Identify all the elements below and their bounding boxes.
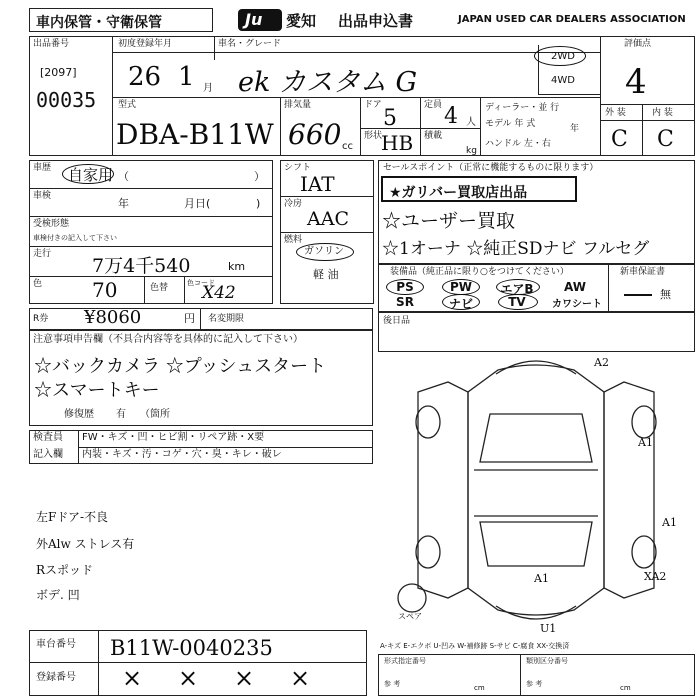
recycle-unit: 円	[184, 312, 195, 325]
shift-value: IAT	[300, 172, 335, 196]
mileage-value: 7万4千540	[92, 255, 191, 277]
inspection-label: 車検	[33, 191, 52, 201]
gulliver-banner: ★ガリバー買取店出品	[381, 176, 577, 202]
ju-logo: Ju	[238, 9, 282, 31]
damage-mark-2: A1	[638, 436, 653, 449]
sales-point-line1: ☆ユーザー買取	[382, 210, 516, 232]
transfer-label: 受検形態	[33, 219, 70, 229]
sales-points-label: セールスポイント（正常に機能するものに限ります）	[383, 163, 599, 173]
model-value: ek カスタム G	[238, 67, 418, 98]
footer-classification: 類別区分番号	[526, 657, 568, 665]
shape-label: 形状	[364, 131, 383, 141]
history-paren-open: （	[118, 170, 129, 183]
association-name: JAPAN USED CAR DEALERS ASSOCIATION	[458, 14, 686, 25]
door-value: 5	[383, 106, 397, 131]
lot-number: 00035	[36, 88, 97, 112]
inspection-close: )	[256, 197, 261, 210]
plate-mark-3: ×	[234, 664, 255, 692]
cc-label: 排気量	[284, 100, 312, 110]
ac-value: AAC	[307, 208, 349, 230]
registration-label: 初度登録年月	[118, 39, 173, 49]
equip-pw-circle	[442, 279, 480, 295]
equipment-label: 装備品（純正品に限り○をつけてください）	[390, 267, 569, 277]
inspection-year: 年	[118, 197, 129, 210]
damage-mark-1: A2	[594, 356, 609, 369]
recycle-label: R券	[33, 314, 49, 324]
note-outer-alw: 外Alw ストレス有	[36, 537, 135, 551]
lot-bracket-code: [2097]	[40, 66, 77, 79]
warranty-label: 新車保証書	[620, 267, 666, 277]
damage-mark-6: U1	[540, 622, 557, 635]
plate-label: 登録番号	[36, 672, 76, 683]
footer-type-designation: 形式指定番号	[384, 657, 426, 665]
score-int-value: C	[657, 127, 674, 152]
equip-ps: PS	[396, 280, 414, 294]
notes-line1: ☆バックカメラ ☆プッシュスタート	[34, 356, 327, 377]
drive-2wd: 2WD	[551, 51, 575, 62]
mileage-label: 走行	[33, 249, 52, 259]
registration-year: 26	[128, 62, 162, 92]
left-tag-text: 車内保管・守衛保管	[36, 15, 162, 31]
color-no-label: 色替	[150, 283, 169, 293]
damage-legend: A-キズ E-エクボ U-凹み W-補修跡 S-サビ C-腐食 XX-交換済	[380, 642, 570, 650]
history-circle	[62, 164, 114, 184]
score-label: 評価点	[624, 39, 652, 49]
ac-label: 冷房	[284, 199, 303, 209]
history-label: 車歴	[33, 163, 52, 173]
note-body-dent: ボデ. 凹	[36, 588, 80, 602]
capacity-unit: 人	[466, 117, 476, 128]
chassis-label: 車台番号	[36, 639, 76, 650]
damage-mark-3: XA2	[644, 570, 667, 583]
recycle-value: ¥8060	[84, 307, 142, 328]
cc-value: 660	[288, 118, 342, 151]
equip-tv-circle	[498, 294, 538, 310]
repair-value: 有	[116, 409, 126, 420]
repair-place: （箇所	[140, 409, 170, 420]
equip-airbag: エアB	[500, 282, 534, 296]
repair-label: 修復歴	[64, 409, 94, 420]
equip-navi-circle	[442, 294, 480, 310]
load-unit: kg	[466, 146, 477, 156]
notes-label: 注意事項申告欄（不具合内容等を具体的に記入して下さい）	[33, 334, 303, 345]
equip-leather: カワシート	[552, 299, 602, 310]
note-r-spoiler: Rスポッド	[36, 563, 94, 577]
color-value: 70	[92, 278, 118, 302]
color-label: 色	[33, 279, 43, 289]
sales-point-line2: ☆1オーナ ☆純正SDナビ フルセグ	[382, 239, 650, 259]
footer-ref-1: 参 考	[384, 680, 401, 688]
footer-ref-2: 参 考	[526, 680, 543, 688]
transfer-note: 車検付きの記入して下さい	[33, 234, 117, 242]
score-ext-label: 外 装	[605, 108, 626, 118]
mileage-unit: km	[228, 260, 246, 273]
shape-value: HB	[381, 131, 414, 155]
note-left-front-door: 左Fドア-不良	[36, 510, 109, 524]
equip-pw: PW	[449, 280, 473, 294]
warranty-none: 無	[660, 288, 671, 301]
brand-name: 愛知	[286, 12, 317, 30]
history-value: 自家用	[68, 166, 114, 184]
history-paren-close: ）	[254, 170, 265, 183]
equip-tv: TV	[508, 295, 526, 309]
handle-label: ハンドル 左・右	[485, 139, 551, 149]
fuel-gas: ガソリン	[304, 246, 344, 257]
drive-2wd-circle	[534, 46, 586, 66]
plate-mark-1: ×	[122, 664, 143, 692]
rear-box	[378, 312, 695, 352]
drive-4wd: 4WD	[551, 75, 575, 86]
fuel-gas-circle	[296, 243, 354, 261]
recycle-row	[29, 308, 373, 330]
capacity-label: 定員	[424, 100, 443, 110]
header-left-tag	[29, 8, 213, 32]
shift-label: シフト	[284, 163, 312, 173]
damage-mark-5: A1	[534, 572, 549, 585]
plate-mark-4: ×	[290, 664, 311, 692]
model-year-label: モデル 年 式	[485, 119, 536, 129]
inspector-label1: 検査員	[33, 432, 63, 443]
plate-mark-2: ×	[178, 664, 199, 692]
fuel-label: 燃料	[284, 235, 303, 245]
fuel-diesel: 軽 油	[313, 268, 339, 281]
name-change-label: 名変期限	[208, 314, 245, 324]
dealer-label: ディーラー・並 行	[485, 103, 560, 113]
score-ext-value: C	[611, 127, 628, 152]
registration-month: 1	[178, 62, 195, 92]
score-value: 4	[625, 62, 647, 102]
equip-navi: ナビ	[448, 297, 473, 311]
type-label: 型式	[118, 100, 137, 110]
type-value: DBA-B11W	[116, 118, 274, 151]
color-code-value: X42	[202, 283, 236, 303]
damage-mark-4: A1	[662, 516, 677, 529]
model-year-unit: 年	[570, 124, 580, 134]
footer-cm-2: cm	[620, 684, 631, 692]
color-code-label: 色コード	[187, 279, 215, 287]
cc-unit: cc	[342, 141, 353, 152]
notes-line2: ☆スマートキー	[34, 380, 160, 401]
lot-label: 出品番号	[33, 39, 70, 49]
car-damage-diagram	[378, 352, 695, 632]
chassis-value: B11W-0040235	[110, 636, 273, 660]
inspector-row2: 内装・キズ・汚・コゲ・穴・臭・キレ・破レ	[82, 449, 282, 460]
model-label: 車名・グレード	[218, 39, 282, 49]
capacity-value: 4	[444, 104, 458, 129]
equip-aw: AW	[564, 280, 586, 294]
inspection-month: 月日(	[184, 197, 211, 210]
door-label: ドア	[364, 100, 382, 110]
rear-label: 後日品	[383, 316, 411, 326]
equip-ps-circle	[386, 279, 424, 295]
inspector-row1: FW・キズ・凹・ヒビ割・リペア跡・X要	[82, 432, 265, 443]
spare-label: スペア	[398, 612, 422, 621]
footer-cm-1: cm	[474, 684, 485, 692]
inspector-label2: 記入欄	[33, 449, 63, 460]
form-title: 出品申込書	[338, 12, 414, 30]
registration-month-unit: 月	[203, 83, 213, 94]
equip-airbag-circle	[496, 279, 540, 295]
warranty-strike	[624, 294, 652, 296]
score-int-label: 内 装	[652, 108, 673, 118]
equip-sr: SR	[396, 295, 414, 309]
load-label: 積載	[424, 131, 443, 141]
